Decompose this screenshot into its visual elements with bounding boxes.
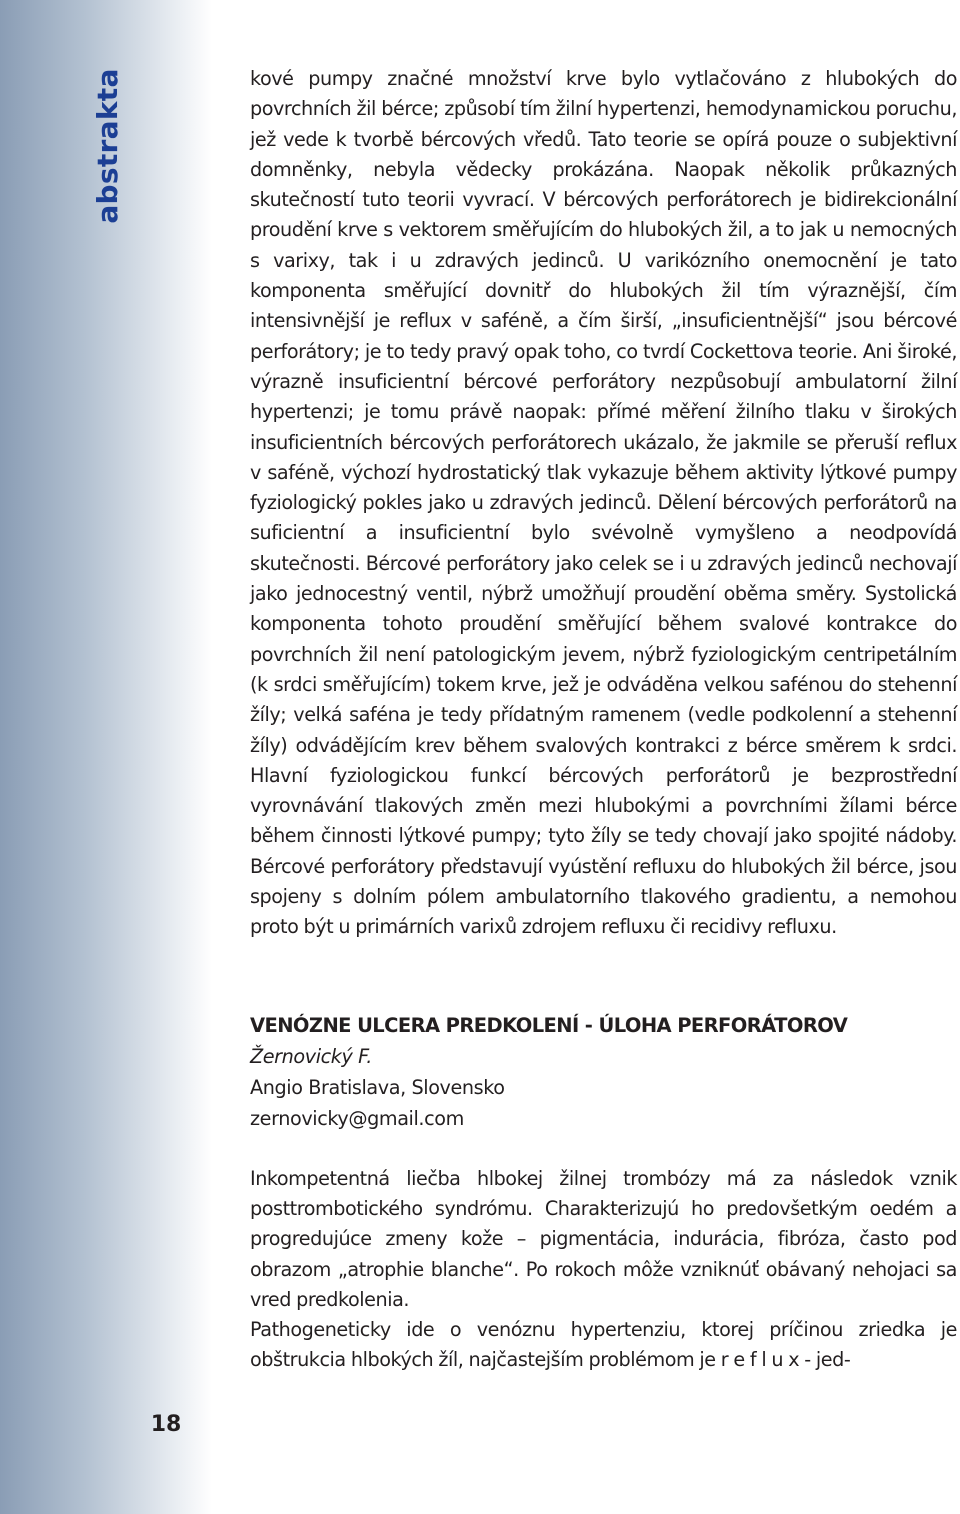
article-header bbox=[250, 1011, 957, 1134]
sidebar bbox=[0, 0, 212, 1514]
abstract-paragraph: Inkompetentná liečba hlbokej žilnej trombózy má za následok vznik posttrombotického syndrómu. Charakterizujú ho predovšetkým oedém a progredujúce zmeny kože – pigmentácia, indurácia, fibróza, často pod obrazom „atrophie blanche“. Po rokoch môže vzniknúť obávaný nehojaci sa vred predkolenia. bbox=[250, 1166, 957, 1311]
article-abstract bbox=[250, 1164, 957, 1376]
page-content bbox=[250, 64, 957, 1376]
abstract-paragraph: Pathogeneticky ide o venóznu hypertenziu, ktorej príčinou zriedka je obštrukcia hlbokých žíl, najčastejším problémom je r e f l u x - jed- bbox=[250, 1318, 957, 1372]
article-author: Žernovický F. bbox=[250, 1044, 372, 1068]
article-email[interactable]: zernovicky@gmail.com bbox=[250, 1106, 464, 1130]
article-affiliation: Angio Bratislava, Slovensko bbox=[250, 1075, 505, 1099]
previous-article-text: kové pumpy značné množství krve bylo vytlačováno z hlubokých do povrchních žil bérce; způsobí tím žilní hypertenzi, hemodynamickou poruchu, jež vede k tvorbě bércových vředů. Tato teorie se opírá pouze o subjektivní domněnky, nebyla vědecky prokázána. Naopak několik průkazných skutečností tuto teorii vyvrací. V bércových perforátorech je bidirekcionální proudění krve s vektorem směřujícím do hlubokých žil, a to jak u nemocných s varixy, tak i u zdravých jedinců. U varikózního onemocnění je tato komponenta směřující dovnitř do hlubokých žil tím výraznější, čím intensivnější je reflux v saféně, a čím širší, „insuficientnější“ jsou bércové perforátory; je to tedy pravý opak toho, co tvrdí Cockettova teorie. Ani široké, výrazně insuficientní bércové perforátory nezpůsobují ambulatorní žilní hypertenzi; je tomu právě naopak: přímé měření žilního tlaku v širokých insuficientních bércových perforátorech ukázalo, že jakmile se přeruší reflux v saféně, výchozí hydrostatický tlak vykazuje během aktivity lýtkové pumpy fyziologický pokles jako u zdravých jedinců. Dělení bércových perforátorů na suficientní a insuficientní bylo svévolně vymyšleno a neodpovídá skutečnosti. Bércové perforátory jako celek se i u zdravých jedinců nechovají jako jednocestný ventil, nýbrž umožňují proudění oběma směry. Systolická komponenta tohoto proudění směřující během svalové kontrakce do povrchních žil není patologickým jevem, nýbrž fyziologickým centripetálním (k srdci směřujícím) tokem krve, jež je odváděna velkou safénou do stehenní žíly; velká saféna je tedy přídatným ramenem (vedle podkolenní a stehenní žíly) odvádějícím krev během svalových kontrakci z bérce směrem k srdci. Hlavní fyziologickou funkcí bércových perforátorů je bezprostřední vyrovnávání tlakových změn mezi hlubokými a povrchními žílami bérce během činnosti lýtkové pumpy; tyto žíly se tedy chovají jako spojité nádoby. Bércové perforátory představují vyústění refluxu do hlubokých žil bérce, jsou spojeny s dolním pólem ambulatorního tlakového gradientu, a nemohou proto být u primárních varixů zdrojem refluxu či recidivy refluxu. bbox=[250, 67, 957, 939]
page-number: 18 bbox=[150, 1412, 182, 1437]
section-label: abstrakta bbox=[91, 68, 124, 224]
article-title: VENÓZNE ULCERA PREDKOLENÍ - ÚLOHA PERFORÁTOROV bbox=[250, 1013, 848, 1037]
